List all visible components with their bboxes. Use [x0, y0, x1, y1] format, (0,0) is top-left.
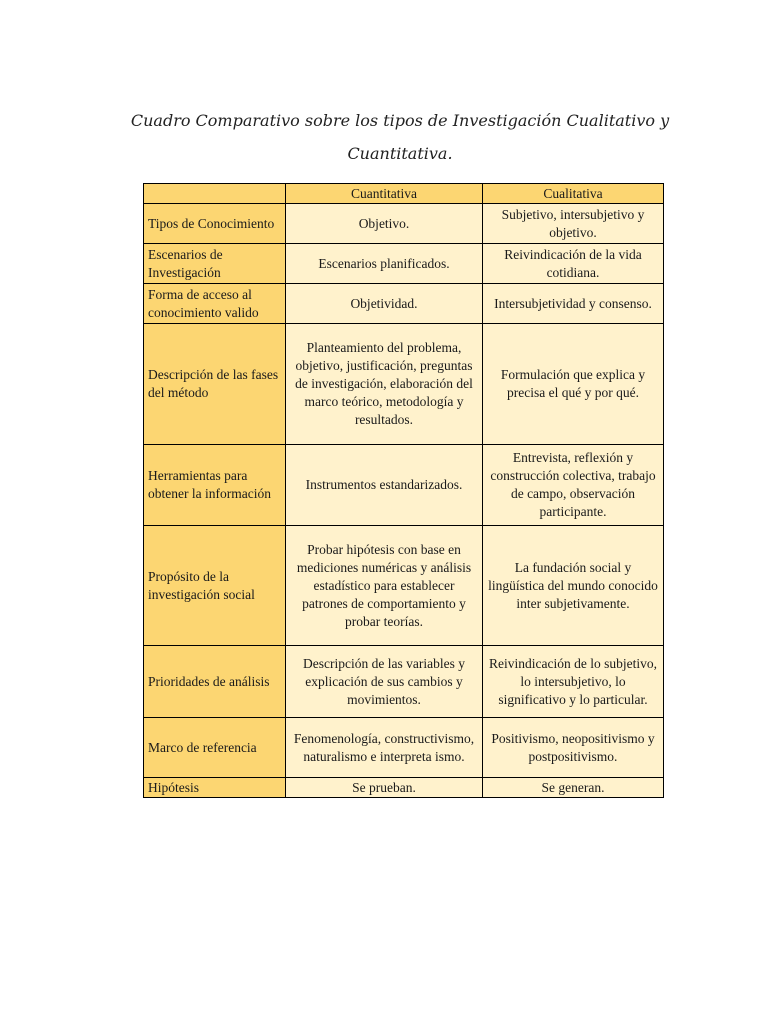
- header-cualitativa: Cualitativa: [483, 184, 664, 204]
- cell-cuantitativa: Fenomenología, constructivismo, naturalismo e interpreta ismo.: [286, 718, 483, 778]
- row-label: Forma de acceso al conocimiento valido: [144, 284, 286, 324]
- cell-cuantitativa: Planteamiento del problema, objetivo, justificación, preguntas de investigación, elaboración del marco teórico, metodología y resultados.: [286, 324, 483, 445]
- title-line-2: Cuantitativa.: [347, 144, 453, 163]
- cell-cuantitativa: Probar hipótesis con base en mediciones numéricas y análisis estadístico para establecer patrones de comportamiento y probar teorías.: [286, 526, 483, 646]
- row-label: Descripción de las fases del método: [144, 324, 286, 445]
- cell-cualitativa: Entrevista, reflexión y construcción colectiva, trabajo de campo, observación participante.: [483, 445, 664, 526]
- row-label: Hipótesis: [144, 778, 286, 798]
- cell-cuantitativa: Objetividad.: [286, 284, 483, 324]
- row-label: Marco de referencia: [144, 718, 286, 778]
- cell-cualitativa: Reivindicación de la vida cotidiana.: [483, 244, 664, 284]
- header-corner-cell: [144, 184, 286, 204]
- cell-cuantitativa: Escenarios planificados.: [286, 244, 483, 284]
- cell-cualitativa: Positivismo, neopositivismo y postpositivismo.: [483, 718, 664, 778]
- cell-cuantitativa: Objetivo.: [286, 204, 483, 244]
- cell-cualitativa: Se generan.: [483, 778, 664, 798]
- table-row: [144, 324, 664, 445]
- cell-cuantitativa: Instrumentos estandarizados.: [286, 445, 483, 526]
- cell-cuantitativa: Se prueban.: [286, 778, 483, 798]
- cell-cualitativa: Reivindicación de lo subjetivo, lo intersubjetivo, lo significativo y lo particular.: [483, 646, 664, 718]
- document-title: [130, 104, 670, 170]
- table-row: [144, 284, 664, 324]
- table-row: [144, 526, 664, 646]
- table-header-row: [144, 184, 664, 204]
- row-label: Escenarios de Investigación: [144, 244, 286, 284]
- cell-cuantitativa: Descripción de las variables y explicación de sus cambios y movimientos.: [286, 646, 483, 718]
- table-row: [144, 646, 664, 718]
- cell-cualitativa: La fundación social y lingüística del mundo conocido inter subjetivamente.: [483, 526, 664, 646]
- row-label: Prioridades de análisis: [144, 646, 286, 718]
- cell-cualitativa: Subjetivo, intersubjetivo y objetivo.: [483, 204, 664, 244]
- row-label: Propósito de la investigación social: [144, 526, 286, 646]
- row-label: Herramientas para obtener la información: [144, 445, 286, 526]
- cell-cualitativa: Formulación que explica y precisa el qué y por qué.: [483, 324, 664, 445]
- table-row: [144, 204, 664, 244]
- row-label: Tipos de Conocimiento: [144, 204, 286, 244]
- table-row: [144, 718, 664, 778]
- header-cuantitativa: Cuantitativa: [286, 184, 483, 204]
- comparison-table: [143, 183, 664, 798]
- cell-cualitativa: Intersubjetividad y consenso.: [483, 284, 664, 324]
- table-row: [144, 244, 664, 284]
- title-line-1: Cuadro Comparativo sobre los tipos de Investigación Cualitativo y: [130, 111, 670, 130]
- table-row: [144, 778, 664, 798]
- table-row: [144, 445, 664, 526]
